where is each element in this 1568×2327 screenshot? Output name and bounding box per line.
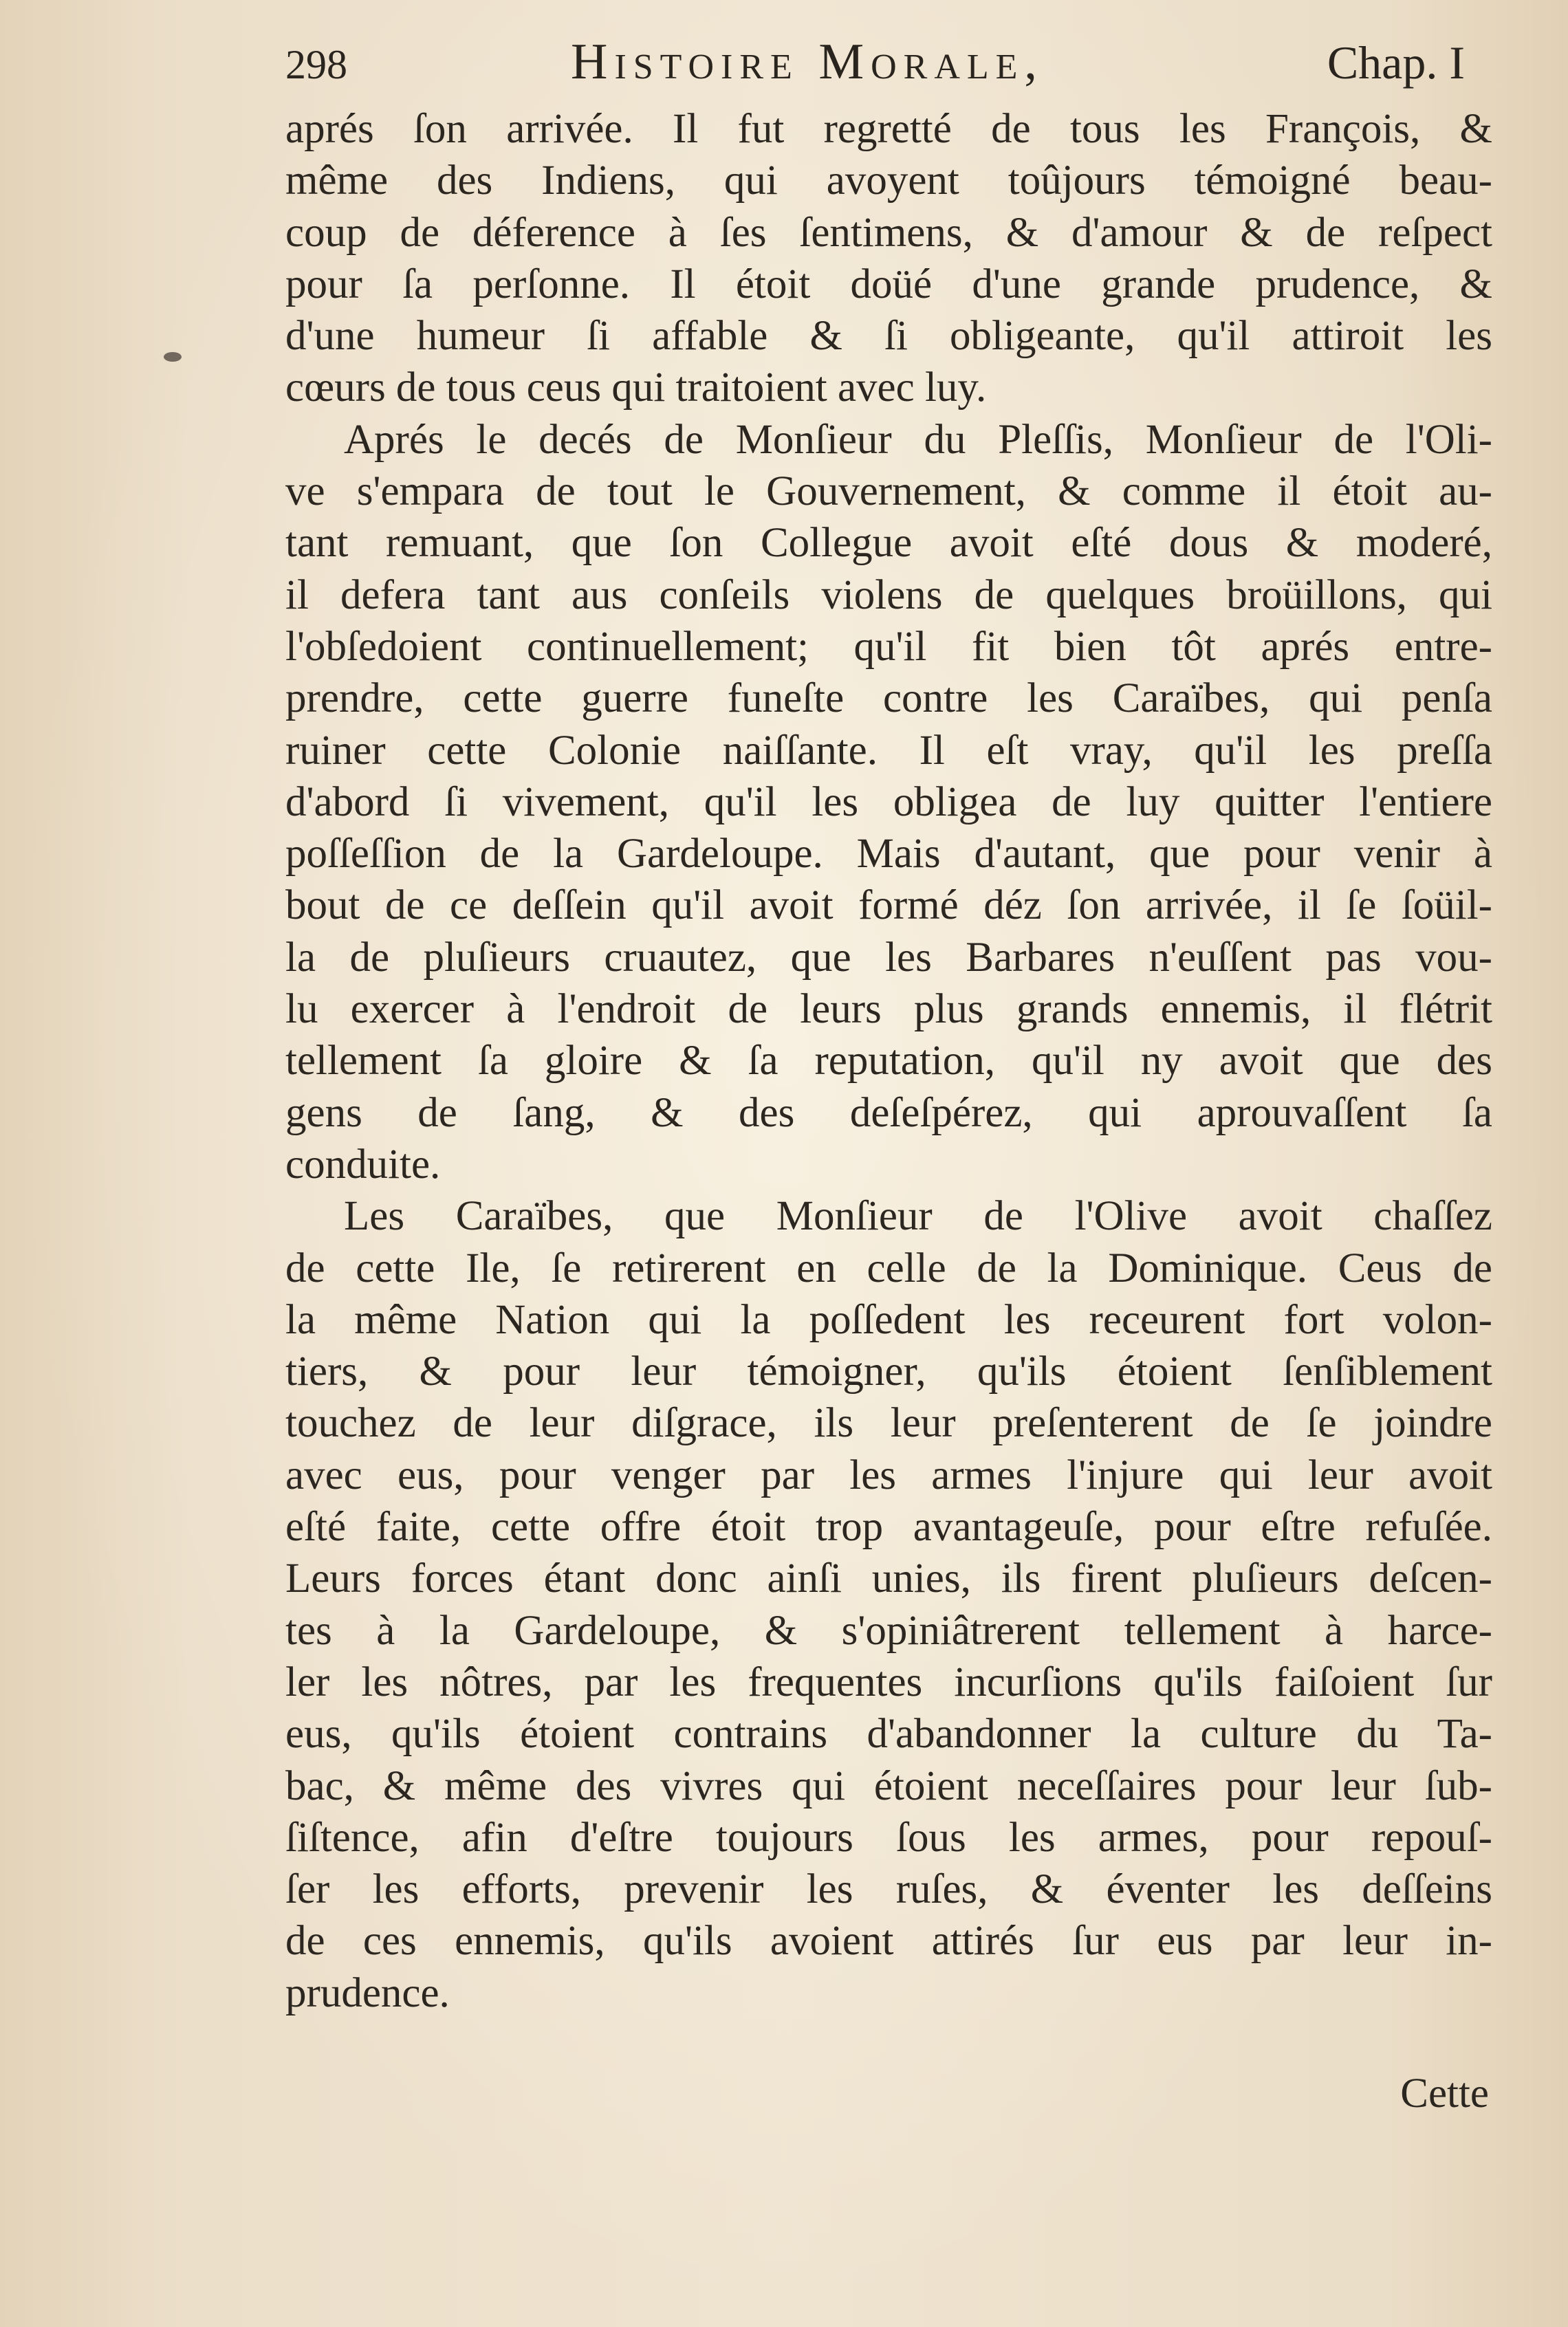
text-line: tellement ſa gloire & ſa reputation, qu'il ny avoit que des <box>285 1038 1492 1084</box>
text-line: prudence. <box>285 1969 450 2016</box>
chapter-label: Chap. I <box>1327 36 1465 89</box>
text-line: d'abord ſi vivement, qu'il les obligea de luy quitter l'entiere <box>285 778 1492 825</box>
text-line: poſſeſſion de la Gardeloupe. Mais d'autant, que pour venir à <box>285 831 1492 877</box>
text-line: ruiner cette Colonie naiſſante. Il eſt vray, qu'il les preſſa <box>285 727 1492 774</box>
text-line: avec eus, pour venger par les armes l'injure qui leur avoit <box>285 1452 1492 1498</box>
text-line: Aprés le decés de Monſieur du Pleſſis, Monſieur de l'Oli- <box>344 416 1492 463</box>
catchword: Cette <box>1400 2071 1489 2117</box>
text-line: cœurs de tous ceus qui traitoient avec luy. <box>285 364 987 411</box>
text-line: eus, qu'ils étoient contrains d'abandonner la culture du Ta- <box>285 1711 1492 1758</box>
text-line: de ces ennemis, qu'ils avoient attirés ſur eus par leur in- <box>285 1918 1492 1965</box>
text-line: ſiſtence, afin d'eſtre toujours ſous les armes, pour repouſ- <box>285 1814 1492 1861</box>
text-line: lu exercer à l'endroit de leurs plus grands ennemis, il flétrit <box>285 986 1492 1033</box>
text-line: tant remuant, que ſon Collegue avoit eſté dous & moderé, <box>285 520 1492 567</box>
text-line: aprés ſon arrivée. Il fut regretté de tous les François, & <box>285 106 1492 152</box>
ink-blot <box>164 352 182 362</box>
text-line: de cette Ile, ſe retirerent en celle de la Dominique. Ceus de <box>285 1245 1492 1291</box>
text-line: pour ſa perſonne. Il étoit doüé d'une grande prudence, & <box>285 261 1492 307</box>
paragraph <box>285 414 1492 1190</box>
text-line: coup de déference à ſes ſentimens, & d'amour & de reſpect <box>285 209 1492 256</box>
text-line: bout de ce deſſein qu'il avoit formé déz ſon arrivée, il ſe ſoüil- <box>285 882 1492 929</box>
text-line: la de pluſieurs cruautez, que les Barbares n'euſſent pas vou- <box>285 934 1492 981</box>
text-line: même des Indiens, qui avoyent toûjours témoigné beau- <box>285 157 1492 204</box>
text-line: Leurs forces étant donc ainſi unies, ils firent pluſieurs deſcen- <box>285 1555 1492 1602</box>
page-header <box>285 33 1506 102</box>
running-title: Histoire Morale, <box>571 34 1044 90</box>
paragraph <box>285 1190 1492 2019</box>
text-line: conduite. <box>285 1141 441 1188</box>
paragraph <box>285 103 1492 414</box>
text-line: l'obſedoient continuellement; qu'il fit bien tôt aprés entre- <box>285 623 1492 670</box>
text-line: il defera tant aus conſeils violens de quelques broüillons, qui <box>285 571 1492 618</box>
text-line: tiers, & pour leur témoigner, qu'ils étoient ſenſiblement <box>285 1348 1492 1395</box>
text-line: prendre, cette guerre funeſte contre les Caraïbes, qui penſa <box>285 675 1492 722</box>
text-line: tes à la Gardeloupe, & s'opiniâtrerent tellement à harce- <box>285 1607 1492 1654</box>
text-line: touchez de leur diſgrace, ils leur preſenterent de ſe joindre <box>285 1400 1492 1447</box>
text-line: ve s'empara de tout le Gouvernement, & comme il étoit au- <box>285 468 1492 515</box>
text-line: d'une humeur ſi affable & ſi obligeante, qu'il attiroit les <box>285 313 1492 360</box>
text-line: ler les nôtres, par les frequentes incurſions qu'ils faiſoient ſur <box>285 1659 1492 1705</box>
text-line: gens de ſang, & des deſeſpérez, qui aprouvaſſent ſa <box>285 1089 1492 1136</box>
page-number: 298 <box>285 42 347 87</box>
body-text <box>285 103 1492 2019</box>
text-line: Les Caraïbes, que Monſieur de l'Olive avoit chaſſez <box>344 1193 1492 1240</box>
text-line: eſté faite, cette offre étoit trop avantageuſe, pour eſtre refuſée. <box>285 1504 1492 1551</box>
text-line: bac, & même des vivres qui étoient neceſſaires pour leur ſub- <box>285 1762 1492 1809</box>
text-line: ſer les efforts, prevenir les ruſes, & éventer les deſſeins <box>285 1866 1492 1913</box>
text-line: la même Nation qui la poſſedent les receurent fort volon- <box>285 1296 1492 1343</box>
